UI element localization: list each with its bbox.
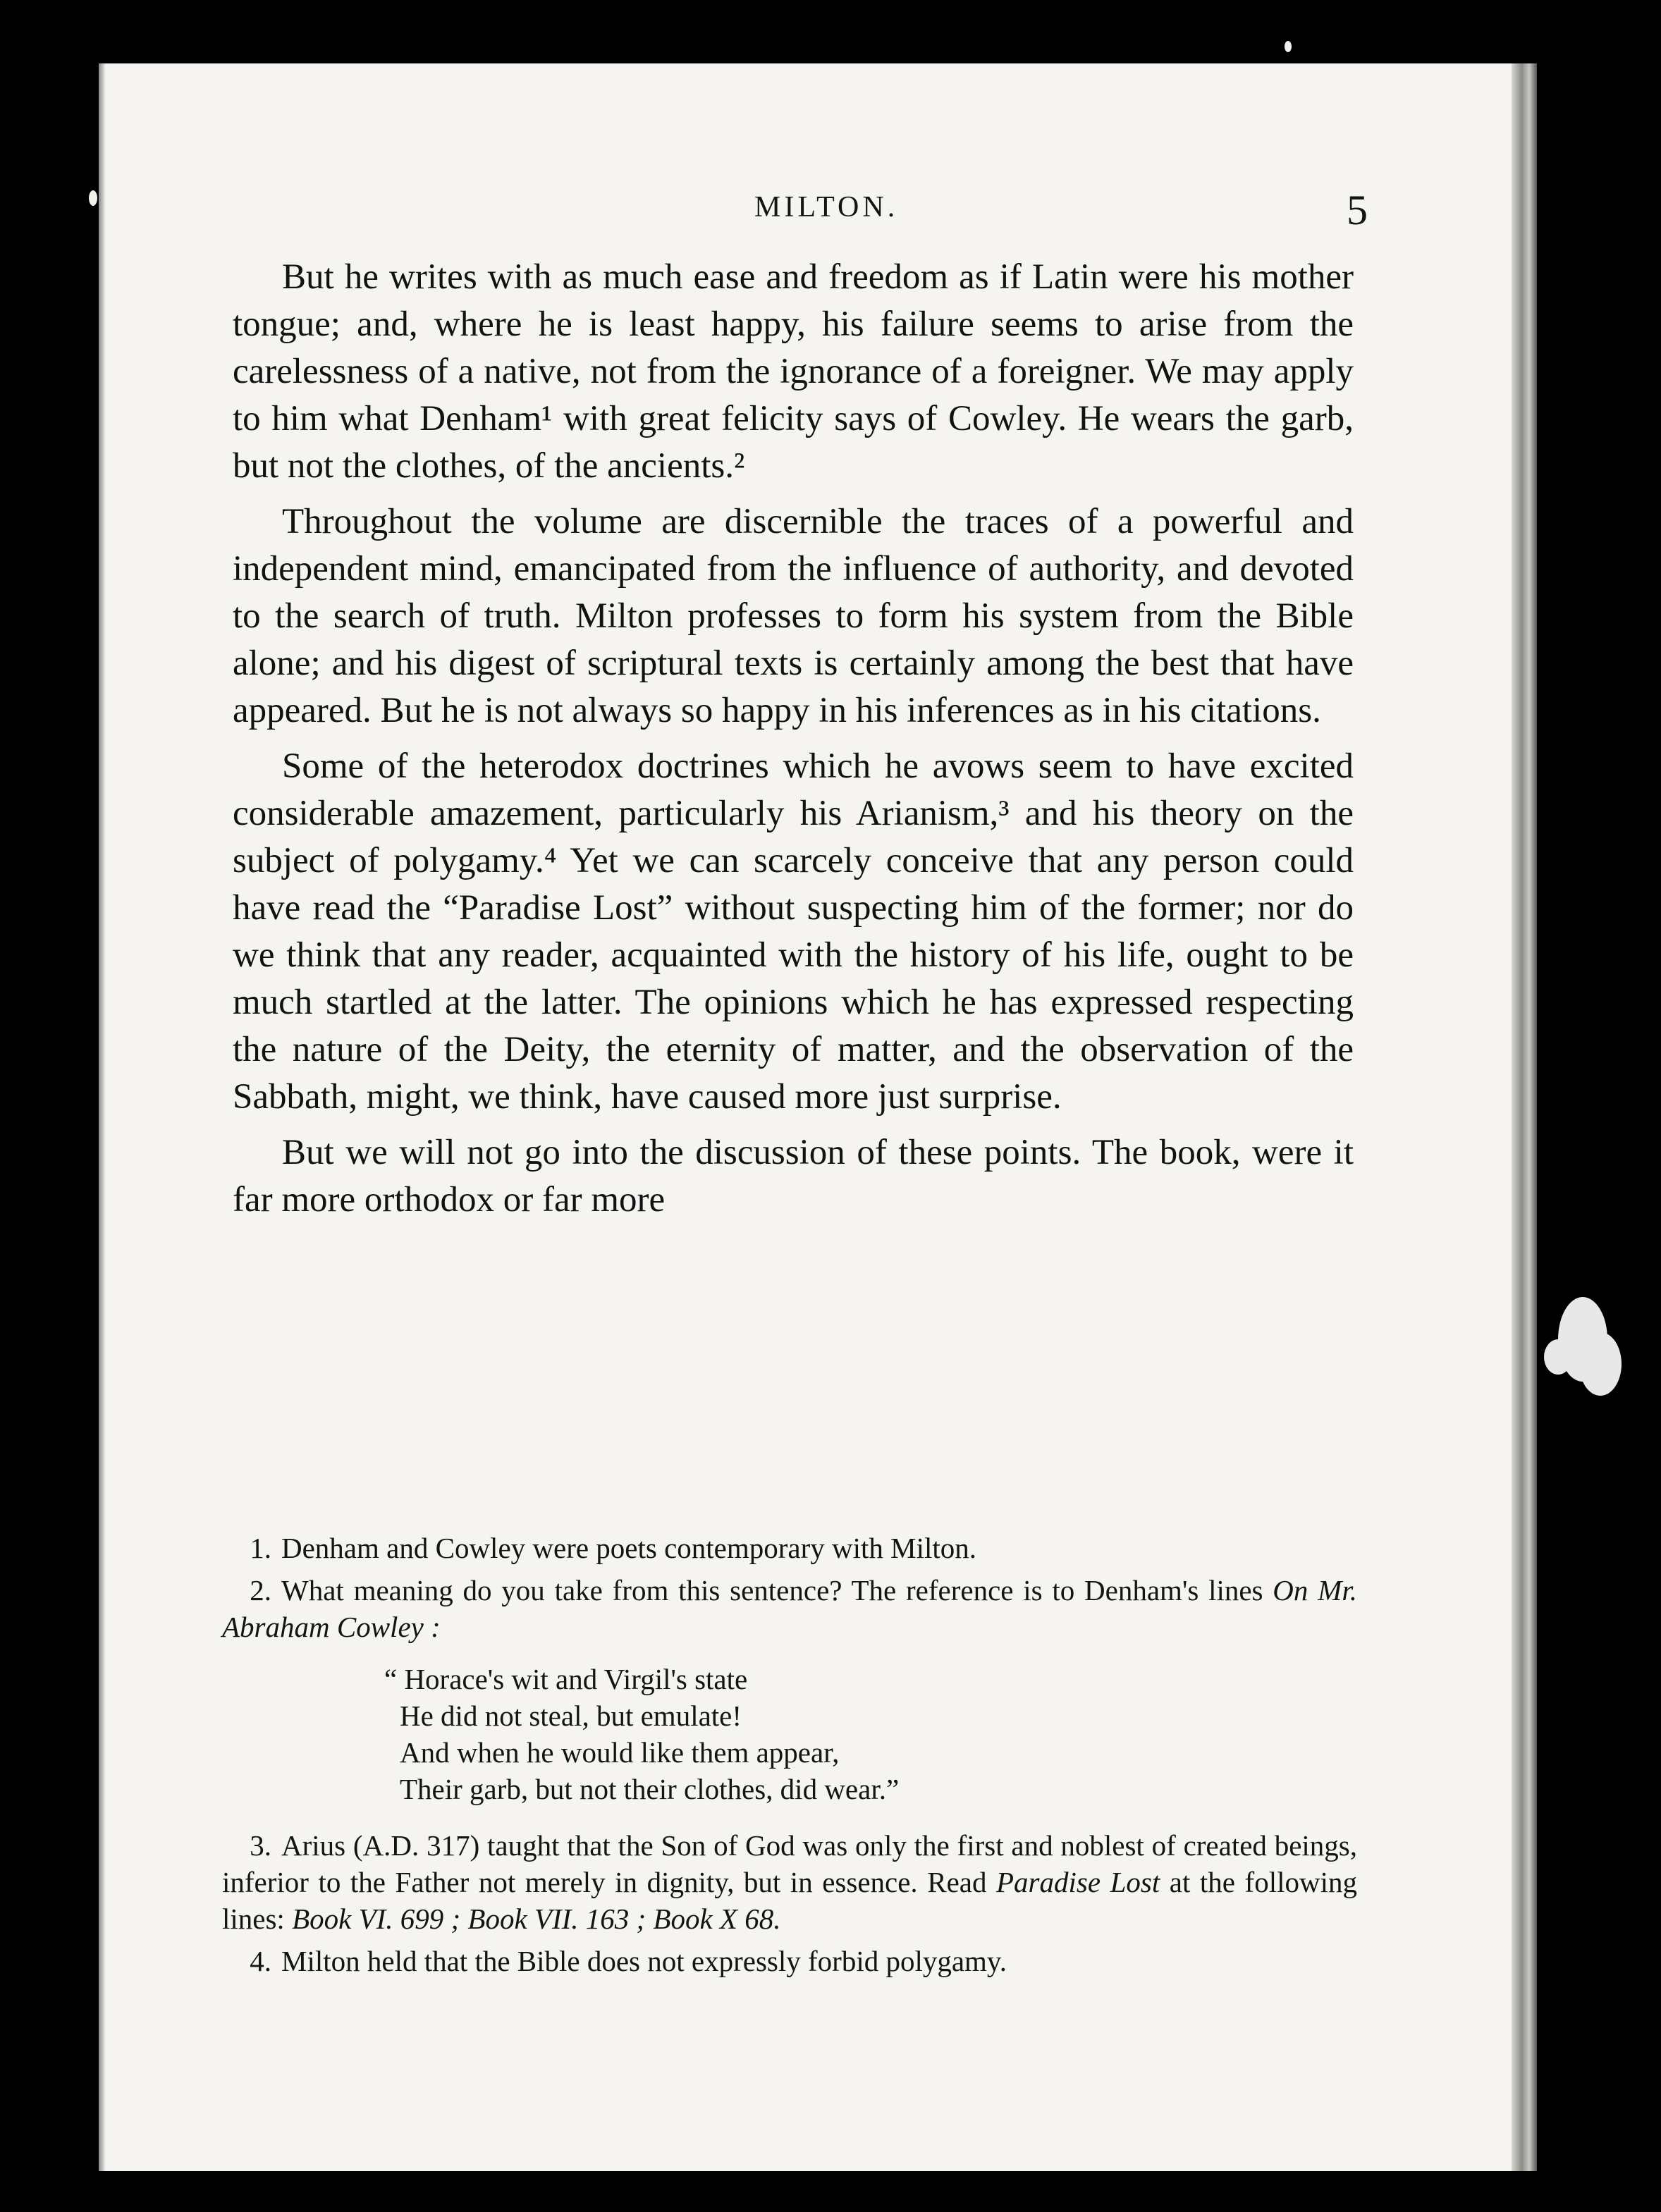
footnote-3 [222,1827,1357,1937]
running-title: MILTON. [754,191,899,223]
scan-blot [1544,1290,1629,1417]
footnote-number: 1. [250,1532,271,1564]
paragraph: Some of the heterodox doctrines which he avows seem to have excited considerable amazement, particularly his Arianism,³ and his theory on the subject of polygamy.⁴ Yet we can scarcely conceive that any person could have read the “Paradise Lost” without suspecting him of the former; nor do we think that any reader, acquainted with the history of his life, ought to be much startled at the latter. The opinions which he has expressed respecting the nature of the Deity, the eternity of matter, and the observation of the Sabbath, might, we think, have caused more just surprise. [233,746,1354,1117]
blot-part [1579,1332,1622,1396]
paragraph: But we will not go into the discussion of these points. The book, were it far more orthodox or far more [233,1133,1354,1219]
page-right-edge [1512,63,1537,2171]
footnote-4 [222,1943,1357,1979]
footnote-text: Denham and Cowley were poets contemporary with Milton. [281,1532,977,1564]
blot-part [1544,1339,1572,1375]
scan-speck [89,190,97,206]
running-header [99,187,1537,233]
verse-line: Their garb, but not their clothes, did wear.” [400,1773,900,1805]
paragraph: But he writes with as much ease and freedom as if Latin were his mother tongue; and, where he is least happy, his failure seems to arise from the carelessness of a native, not from the ignorance of a foreigner. We may apply to him what Denham¹ with great felicity says of Cowley. He wears the garb, but not the clothes, of the ancients.² [233,257,1354,486]
footnote-text: at the following lines: [222,1866,1357,1935]
footnotes [222,1530,1357,1985]
verse-line: And when he would like them appear, [400,1736,840,1769]
footnote-number: 3. [250,1829,271,1862]
page-number: 5 [1347,187,1368,233]
footnote-text: What meaning do you take from this sentence? The reference is to Denham's lines [281,1574,1273,1606]
scan-speck [1285,41,1292,52]
verse-line: He did not steal, but emulate! [400,1700,742,1732]
footnote-1 [222,1530,1357,1566]
footnote-italic-refs: Book VI. 699 ; Book VII. 163 ; Book X 68. [292,1903,781,1935]
quoted-verse [384,1661,1357,1807]
footnote-2 [222,1572,1357,1645]
footnote-text: Arius (A.D. 317) taught that the Son of God was only the first and noblest of created beings, inferior to the Father not merely in dignity, but in essence. Read [222,1829,1357,1898]
footnote-number: 2. [250,1574,271,1606]
footnote-text: Milton held that the Bible does not expressly forbid polygamy. [281,1945,1007,1977]
page-left-shadow [99,63,106,2171]
footnote-number: 4. [250,1945,271,1977]
book-page [99,63,1537,2171]
verse-line: “ Horace's wit and Virgil's state [384,1663,748,1695]
footnote-italic-title: Paradise Lost [996,1866,1160,1898]
footnote-italic-title: On Mr. Abraham Cowley : [222,1574,1357,1643]
paragraph: Throughout the volume are discernible the traces of a powerful and independent mind, emancipated from the influence of authority, and devoted to the search of truth. Milton professes to form his system from the Bible alone; and his digest of scriptural texts is certainly among the best that have appeared. But he is not always so happy in his inferences as in his citations. [233,502,1354,730]
main-text [233,254,1354,1232]
